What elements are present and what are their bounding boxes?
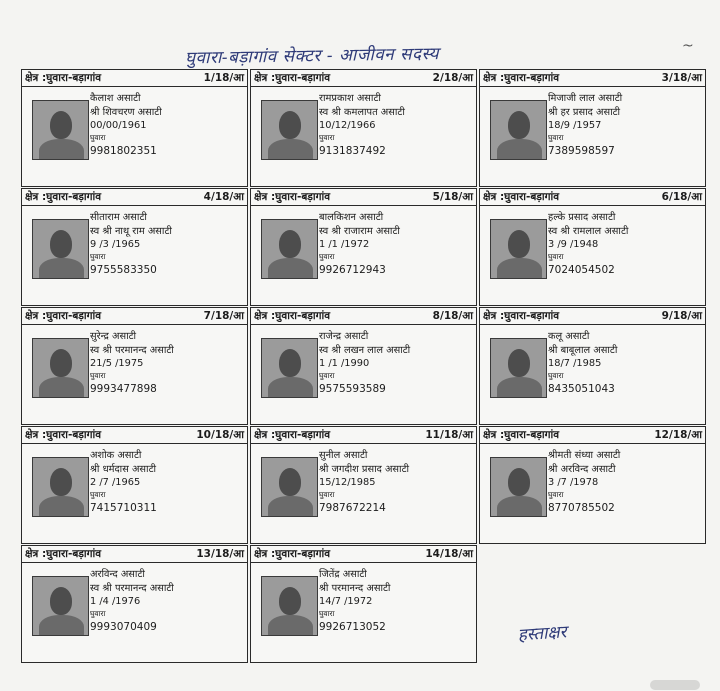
member-dob: 1 /1 /1972 xyxy=(319,239,370,250)
member-card xyxy=(21,545,248,663)
photo-shoulders xyxy=(497,496,542,517)
member-card xyxy=(250,545,477,663)
member-info xyxy=(90,330,246,396)
card-serial: 13/18/आ xyxy=(196,548,244,560)
member-name: कलू असाटी xyxy=(548,331,590,342)
member-place: घुवारा xyxy=(548,132,564,142)
member-place: घुवारा xyxy=(90,489,106,499)
member-place: घुवारा xyxy=(319,489,335,499)
member-place: घुवारा xyxy=(548,370,564,380)
member-photo xyxy=(261,576,318,636)
card-header xyxy=(251,546,476,563)
member-name: सुनील असाटी xyxy=(319,450,368,461)
member-card xyxy=(250,307,477,425)
member-relation: स्व श्री लखन लाल असाटी xyxy=(319,344,411,356)
member-place: घुवारा xyxy=(319,132,335,142)
member-card xyxy=(479,426,706,544)
member-relation: श्री अरविन्द असाटी xyxy=(548,463,616,475)
scan-smudge xyxy=(650,680,700,690)
photo-face xyxy=(279,587,301,615)
member-info xyxy=(319,92,475,158)
card-serial: 8/18/आ xyxy=(432,310,473,322)
member-name: जितेंद्र असाटी xyxy=(319,569,367,580)
member-relation: स्व श्री परमानन्द असाटी xyxy=(90,344,174,356)
document-title: घुवारा-बड़ागांव सेक्टर - आजीवन सदस्य xyxy=(184,44,440,69)
card-header xyxy=(22,308,247,325)
card-serial: 10/18/आ xyxy=(196,429,244,441)
member-name: राजेन्द्र असाटी xyxy=(319,331,369,342)
member-card xyxy=(479,307,706,425)
member-info xyxy=(319,211,475,277)
member-phone: 9926713052 xyxy=(319,620,386,633)
member-name: सुरेन्द्र असाटी xyxy=(90,331,137,342)
member-place: घुवारा xyxy=(319,608,335,618)
member-dob: 21/5 /1975 xyxy=(90,358,144,369)
member-photo xyxy=(32,100,89,160)
member-relation: श्री बाबूलाल असाटी xyxy=(548,344,618,356)
member-relation: श्री जगदीश प्रसाद असाटी xyxy=(319,463,410,475)
card-serial: 6/18/आ xyxy=(661,191,702,203)
photo-shoulders xyxy=(39,615,84,636)
member-dob: 3 /9 /1948 xyxy=(548,239,599,250)
member-place: घुवारा xyxy=(548,251,564,261)
member-info xyxy=(90,568,246,634)
member-phone: 9926712943 xyxy=(319,263,386,276)
member-photo xyxy=(32,457,89,517)
member-name: अरविन्द असाटी xyxy=(90,569,145,580)
card-region: क्षेत्र :घुवारा-बड़ागांव xyxy=(483,429,560,441)
member-relation: स्व श्री नाथू राम असाटी xyxy=(90,225,172,237)
member-card xyxy=(21,188,248,306)
member-card xyxy=(250,69,477,187)
signature-label: हस्ताक्षर xyxy=(517,622,568,646)
photo-shoulders xyxy=(268,377,313,398)
member-place: घुवारा xyxy=(319,370,335,380)
member-phone: 7024054502 xyxy=(548,263,615,276)
member-card-grid xyxy=(21,69,702,659)
photo-face xyxy=(508,468,530,496)
card-region: क्षेत्र :घुवारा-बड़ागांव xyxy=(25,191,102,203)
member-relation: श्री शिवचरण असाटी xyxy=(90,106,162,118)
card-region: क्षेत्र :घुवारा-बड़ागांव xyxy=(25,429,102,441)
card-header xyxy=(22,427,247,444)
photo-face xyxy=(50,230,72,258)
card-header xyxy=(480,189,705,206)
member-info xyxy=(319,568,475,634)
card-region: क्षेत्र :घुवारा-बड़ागांव xyxy=(254,72,331,84)
member-relation: श्री हर प्रसाद असाटी xyxy=(548,106,621,118)
photo-face xyxy=(50,111,72,139)
member-phone: 9131837492 xyxy=(319,144,386,157)
member-name: बालकिशन असाटी xyxy=(319,212,384,223)
card-serial: 4/18/आ xyxy=(203,191,244,203)
card-header xyxy=(22,70,247,87)
member-card xyxy=(21,69,248,187)
member-dob: 15/12/1985 xyxy=(319,477,376,488)
member-dob: 2 /7 /1965 xyxy=(90,477,141,488)
member-photo xyxy=(261,100,318,160)
photo-face xyxy=(508,111,530,139)
member-place: घुवारा xyxy=(90,608,106,618)
card-header xyxy=(480,70,705,87)
card-serial: 3/18/आ xyxy=(661,72,702,84)
card-serial: 9/18/आ xyxy=(661,310,702,322)
member-photo xyxy=(490,219,547,279)
card-header xyxy=(480,427,705,444)
card-region: क्षेत्र :घुवारा-बड़ागांव xyxy=(483,191,560,203)
member-dob: 1 /1 /1990 xyxy=(319,358,370,369)
member-photo xyxy=(32,219,89,279)
member-relation: श्री परमानन्द असाटी xyxy=(319,582,391,594)
member-photo xyxy=(32,338,89,398)
photo-shoulders xyxy=(39,258,84,279)
member-name: मिजाजी लाल असाटी xyxy=(548,93,623,104)
card-serial: 12/18/आ xyxy=(654,429,702,441)
member-phone: 9993070409 xyxy=(90,620,157,633)
member-dob: 00/00/1961 xyxy=(90,120,147,131)
card-header xyxy=(22,546,247,563)
member-dob: 10/12/1966 xyxy=(319,120,376,131)
member-phone: 7415710311 xyxy=(90,501,157,514)
photo-face xyxy=(279,349,301,377)
member-card xyxy=(21,426,248,544)
member-info xyxy=(90,211,246,277)
member-name: अशोक असाटी xyxy=(90,450,142,461)
member-name: सीताराम असाटी xyxy=(90,212,147,223)
photo-shoulders xyxy=(268,615,313,636)
member-phone: 9575593589 xyxy=(319,382,386,395)
member-dob: 18/7 /1985 xyxy=(548,358,602,369)
photo-face xyxy=(50,468,72,496)
corner-mark: ~ xyxy=(682,38,694,54)
member-info xyxy=(319,449,475,515)
member-card xyxy=(21,307,248,425)
member-place: घुवारा xyxy=(90,251,106,261)
member-card xyxy=(479,69,706,187)
photo-shoulders xyxy=(39,139,84,160)
member-phone: 7987672214 xyxy=(319,501,386,514)
photo-face xyxy=(279,111,301,139)
photo-shoulders xyxy=(39,496,84,517)
member-dob: 3 /7 /1978 xyxy=(548,477,599,488)
photo-face xyxy=(50,349,72,377)
member-name: श्रीमती संध्या असाटी xyxy=(548,450,621,461)
member-relation: श्री धर्मदास असाटी xyxy=(90,463,157,475)
photo-shoulders xyxy=(497,258,542,279)
member-name: हल्के प्रसाद असाटी xyxy=(548,212,616,223)
photo-face xyxy=(279,230,301,258)
card-region: क्षेत्र :घुवारा-बड़ागांव xyxy=(25,310,102,322)
card-serial: 5/18/आ xyxy=(432,191,473,203)
member-relation: स्व श्री परमानन्द असाटी xyxy=(90,582,174,594)
member-info xyxy=(548,92,704,158)
member-info xyxy=(90,92,246,158)
card-region: क्षेत्र :घुवारा-बड़ागांव xyxy=(25,72,102,84)
card-region: क्षेत्र :घुवारा-बड़ागांव xyxy=(483,72,560,84)
member-info xyxy=(548,330,704,396)
member-phone: 9755583350 xyxy=(90,263,157,276)
member-place: घुवारा xyxy=(90,132,106,142)
member-relation: स्व श्री कमलापत असाटी xyxy=(319,106,405,118)
photo-shoulders xyxy=(268,496,313,517)
member-dob: 9 /3 /1965 xyxy=(90,239,141,250)
member-card xyxy=(250,426,477,544)
photo-shoulders xyxy=(497,377,542,398)
card-region: क्षेत्र :घुवारा-बड़ागांव xyxy=(483,310,560,322)
photo-shoulders xyxy=(268,139,313,160)
photo-shoulders xyxy=(268,258,313,279)
member-dob: 14/7 /1972 xyxy=(319,596,373,607)
photo-face xyxy=(508,230,530,258)
photo-shoulders xyxy=(39,377,84,398)
member-dob: 1 /4 /1976 xyxy=(90,596,141,607)
member-phone: 9981802351 xyxy=(90,144,157,157)
member-place: घुवारा xyxy=(319,251,335,261)
member-photo xyxy=(261,338,318,398)
member-place: घुवारा xyxy=(548,489,564,499)
photo-face xyxy=(508,349,530,377)
card-serial: 1/18/आ xyxy=(203,72,244,84)
member-relation: स्व श्री राजाराम असाटी xyxy=(319,225,400,237)
member-info xyxy=(548,449,704,515)
member-phone: 8770785502 xyxy=(548,501,615,514)
card-header xyxy=(480,308,705,325)
member-relation: स्व श्री रामलाल असाटी xyxy=(548,225,629,237)
member-info xyxy=(319,330,475,396)
card-header xyxy=(22,189,247,206)
card-serial: 2/18/आ xyxy=(432,72,473,84)
member-phone: 8435051043 xyxy=(548,382,615,395)
member-photo xyxy=(32,576,89,636)
card-header xyxy=(251,308,476,325)
photo-face xyxy=(279,468,301,496)
member-info xyxy=(548,211,704,277)
member-name: कैलाश असाटी xyxy=(90,93,141,104)
card-region: क्षेत्र :घुवारा-बड़ागांव xyxy=(25,548,102,560)
card-serial: 14/18/आ xyxy=(425,548,473,560)
card-header xyxy=(251,427,476,444)
card-header xyxy=(251,70,476,87)
photo-face xyxy=(50,587,72,615)
member-photo xyxy=(490,457,547,517)
card-serial: 7/18/आ xyxy=(203,310,244,322)
card-region: क्षेत्र :घुवारा-बड़ागांव xyxy=(254,310,331,322)
member-card xyxy=(250,188,477,306)
card-region: क्षेत्र :घुवारा-बड़ागांव xyxy=(254,429,331,441)
member-photo xyxy=(261,457,318,517)
member-photo xyxy=(490,338,547,398)
member-name: रामप्रकाश असाटी xyxy=(319,93,381,104)
member-place: घुवारा xyxy=(90,370,106,380)
card-region: क्षेत्र :घुवारा-बड़ागांव xyxy=(254,548,331,560)
card-header xyxy=(251,189,476,206)
member-card xyxy=(479,188,706,306)
member-photo xyxy=(261,219,318,279)
member-phone: 7389598597 xyxy=(548,144,615,157)
photo-shoulders xyxy=(497,139,542,160)
member-info xyxy=(90,449,246,515)
member-dob: 18/9 /1957 xyxy=(548,120,602,131)
card-serial: 11/18/आ xyxy=(425,429,473,441)
card-region: क्षेत्र :घुवारा-बड़ागांव xyxy=(254,191,331,203)
member-photo xyxy=(490,100,547,160)
member-phone: 9993477898 xyxy=(90,382,157,395)
